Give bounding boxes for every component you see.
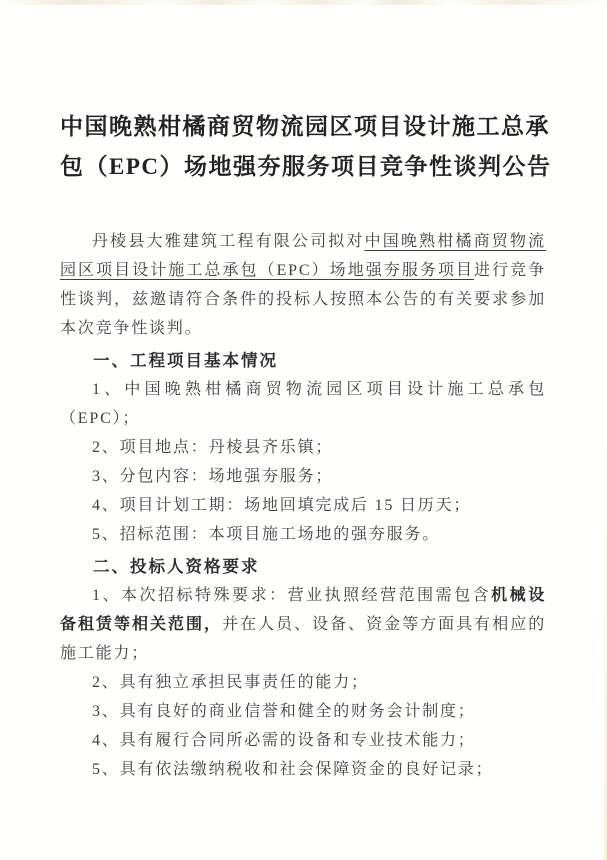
section1-item-2: 2、项目地点：丹棱县齐乐镇； [92,439,334,456]
section2-item-3: 3、具有良好的商业信誉和健全的财务会计制度； [92,703,476,720]
section2-heading: 二、投标人资格要求 [93,557,260,576]
document-title-line-2: 包（EPC）场地强夯服务项目竞争性谈判公告 [60,154,552,179]
section2-item-1-lead: 1、本次招标特殊要求：营业执照经营范围需包含 [92,587,492,604]
section2-item-5: 5、具有依法缴纳税收和社会保障资金的良好记录； [92,761,494,778]
document-content [60,0,552,784]
intro-paragraph [60,227,546,343]
document-title-line-1: 中国晚熟柑橘商贸物流园区项目设计施工总承 [60,114,550,139]
document-title [60,107,552,187]
intro-lead-text: 丹棱县大雅建筑工程有限公司拟对 [92,233,365,250]
section2-item-1-tail: 并在人员、设备、资金等方面具有相应的施工能力； [60,616,547,662]
section1-heading: 一、工程项目基本情况 [93,351,278,370]
section1-item-1: 1、中国晚熟柑橘商贸物流园区项目设计施工总承包（EPC）； [60,381,546,427]
intro-project-name-underlined: 中国晚熟柑橘商贸物流园区项目设计施工总承包（EPC）场地强夯服务项目 [60,233,546,279]
section2-item-1-bold-requirement: 机械设备租赁等相关范围， [60,587,546,633]
section2-item-2: 2、具有独立承担民事责任的能力； [92,674,369,691]
section2-item-1 [60,581,546,668]
section1-item-4: 4、项目计划工期：场地回填完成后 15 日历天； [92,497,472,514]
intro-tail-text: 进行竞争性谈判，兹邀请符合条件的投标人按照本公告的有关要求参加本次竞争性谈判。 [60,262,546,337]
section1-item-3: 3、分包内容：场地强夯服务； [92,468,334,485]
section1-item-5: 5、招标范围：本项目施工场地的强夯服务。 [92,526,441,543]
section2-item-4: 4、具有履行合同所必需的设备和专业技术能力； [92,732,476,749]
